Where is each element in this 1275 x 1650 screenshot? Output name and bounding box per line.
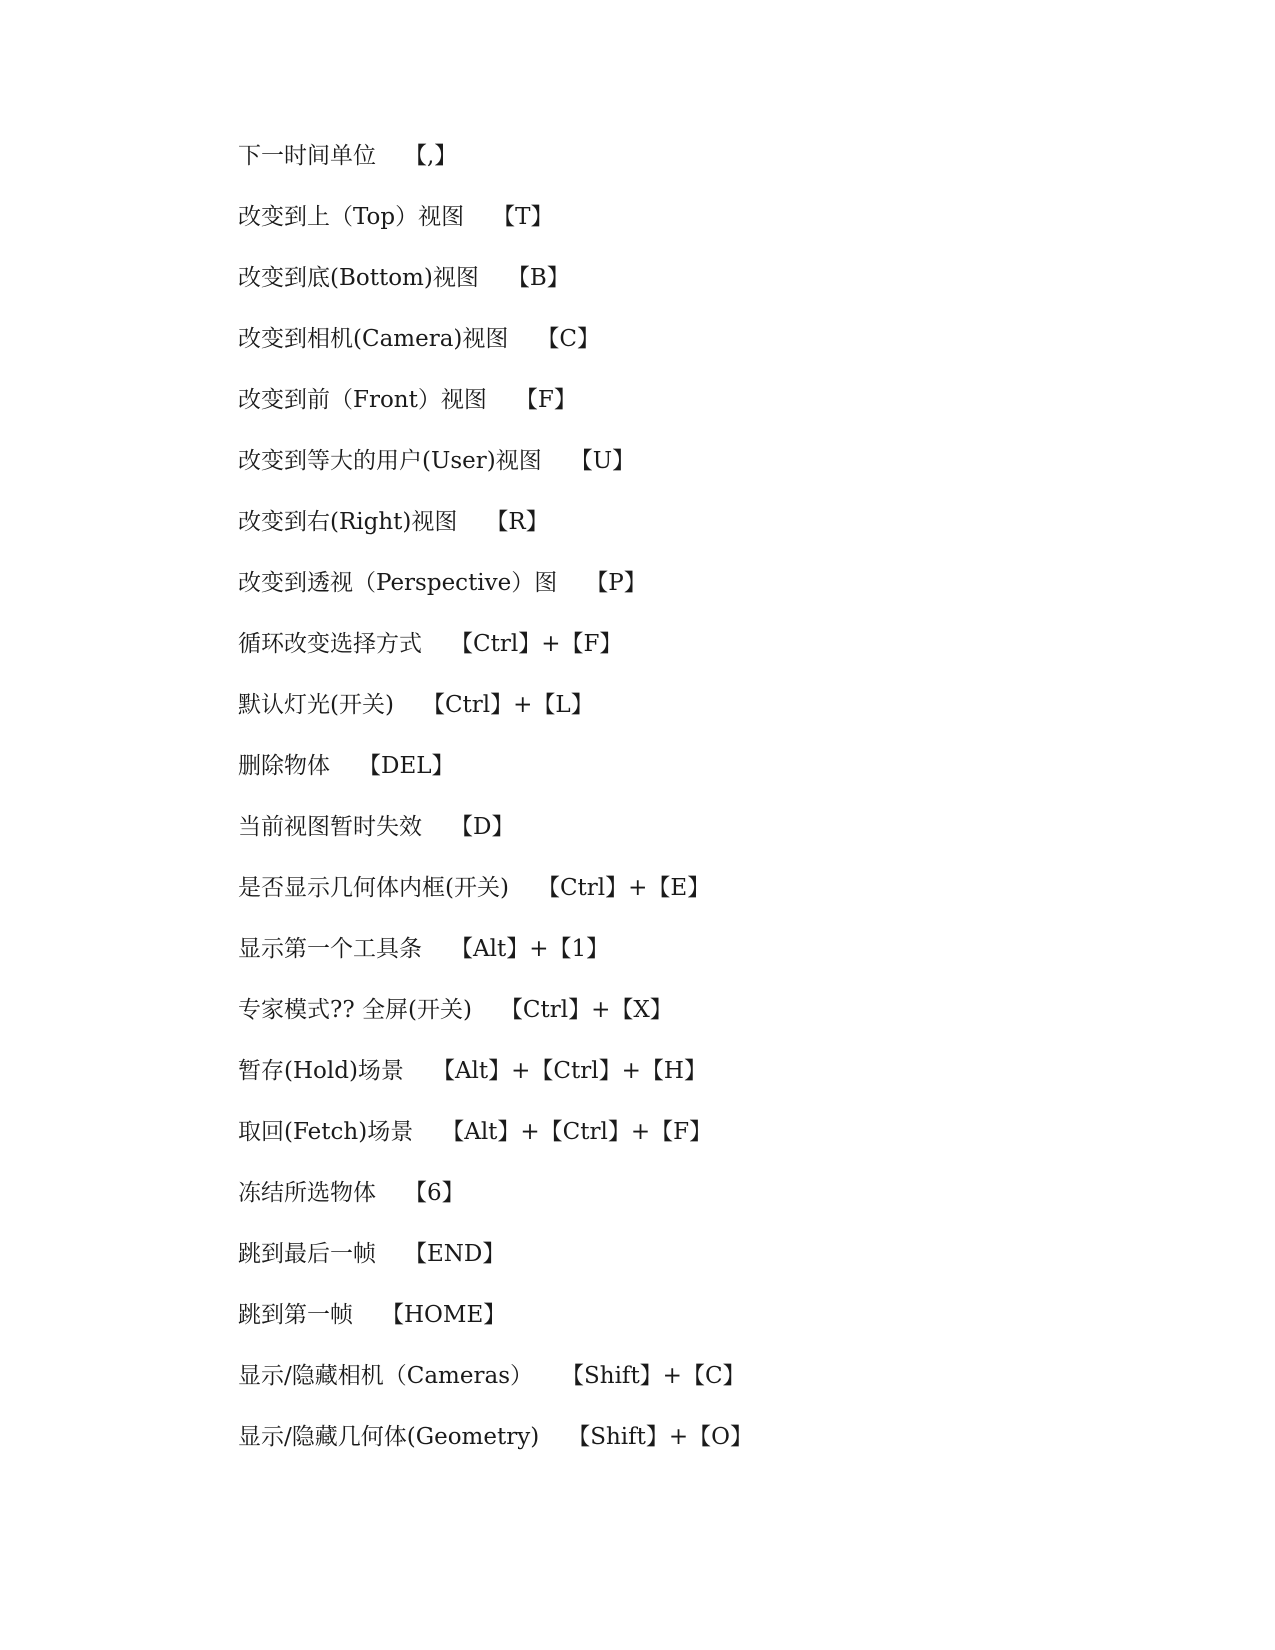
shortcut-line bbox=[238, 506, 1198, 567]
shortcut-keys: 【U】 bbox=[569, 448, 636, 474]
shortcut-keys: 【T】 bbox=[492, 204, 554, 230]
shortcut-line bbox=[238, 1299, 1198, 1360]
shortcut-line bbox=[238, 445, 1198, 506]
shortcut-description: 显示/隐藏相机（Cameras） bbox=[238, 1363, 533, 1389]
shortcut-description: 跳到最后一帧 bbox=[238, 1241, 376, 1267]
shortcut-description: 改变到等大的用户(User)视图 bbox=[238, 448, 542, 474]
shortcut-keys: 【D】 bbox=[450, 814, 515, 840]
shortcut-line bbox=[238, 1177, 1198, 1238]
shortcut-keys: 【Shift】+【C】 bbox=[561, 1363, 746, 1389]
shortcut-keys: 【HOME】 bbox=[381, 1302, 507, 1328]
shortcut-description: 改变到底(Bottom)视图 bbox=[238, 265, 479, 291]
shortcut-line bbox=[238, 1360, 1198, 1421]
shortcut-description: 默认灯光(开关) bbox=[238, 692, 394, 718]
shortcut-keys: 【Shift】+【O】 bbox=[567, 1424, 753, 1450]
shortcut-description: 改变到相机(Camera)视图 bbox=[238, 326, 509, 352]
shortcut-line bbox=[238, 1421, 1198, 1482]
shortcut-keys: 【END】 bbox=[404, 1241, 506, 1267]
shortcut-line bbox=[238, 872, 1198, 933]
shortcut-keys: 【C】 bbox=[536, 326, 600, 352]
shortcut-keys: 【P】 bbox=[585, 570, 647, 596]
shortcut-description: 删除物体 bbox=[238, 753, 330, 779]
shortcut-keys: 【,】 bbox=[404, 143, 458, 169]
shortcut-line bbox=[238, 201, 1198, 262]
shortcut-keys: 【6】 bbox=[404, 1180, 465, 1206]
shortcut-description: 改变到上（Top）视图 bbox=[238, 204, 465, 230]
shortcut-line bbox=[238, 1116, 1198, 1177]
shortcut-description: 当前视图暂时失效 bbox=[238, 814, 422, 840]
shortcut-description: 改变到右(Right)视图 bbox=[238, 509, 458, 535]
shortcut-description: 跳到第一帧 bbox=[238, 1302, 353, 1328]
shortcut-description: 显示第一个工具条 bbox=[238, 936, 422, 962]
shortcut-keys: 【Ctrl】+【F】 bbox=[450, 631, 623, 657]
shortcut-line bbox=[238, 323, 1198, 384]
shortcut-description: 下一时间单位 bbox=[238, 143, 376, 169]
shortcut-keys: 【Ctrl】+【L】 bbox=[421, 692, 594, 718]
shortcut-keys: 【Alt】+【Ctrl】+【H】 bbox=[431, 1058, 707, 1084]
shortcut-line bbox=[238, 750, 1198, 811]
shortcut-line bbox=[238, 933, 1198, 994]
shortcut-keys: 【B】 bbox=[506, 265, 570, 291]
shortcut-keys: 【Alt】+【Ctrl】+【F】 bbox=[441, 1119, 713, 1145]
shortcut-keys: 【DEL】 bbox=[358, 753, 455, 779]
shortcut-line bbox=[238, 1055, 1198, 1116]
shortcut-keys: 【Alt】+【1】 bbox=[450, 936, 610, 962]
shortcut-description: 循环改变选择方式 bbox=[238, 631, 422, 657]
shortcut-description: 改变到前（Front）视图 bbox=[238, 387, 487, 413]
shortcut-line bbox=[238, 140, 1198, 201]
shortcut-description: 显示/隐藏几何体(Geometry) bbox=[238, 1424, 540, 1450]
shortcut-description: 取回(Fetch)场景 bbox=[238, 1119, 414, 1145]
shortcut-line bbox=[238, 567, 1198, 628]
shortcut-line bbox=[238, 1238, 1198, 1299]
shortcut-description: 是否显示几何体内框(开关) bbox=[238, 875, 509, 901]
shortcut-keys: 【R】 bbox=[485, 509, 549, 535]
shortcut-line bbox=[238, 689, 1198, 750]
shortcut-line bbox=[238, 628, 1198, 689]
shortcut-list bbox=[238, 140, 1198, 1482]
shortcut-description: 冻结所选物体 bbox=[238, 1180, 376, 1206]
shortcut-description: 改变到透视（Perspective）图 bbox=[238, 570, 558, 596]
shortcut-line bbox=[238, 811, 1198, 872]
shortcut-line bbox=[238, 262, 1198, 323]
shortcut-description: 暂存(Hold)场景 bbox=[238, 1058, 404, 1084]
shortcut-line bbox=[238, 384, 1198, 445]
shortcut-keys: 【F】 bbox=[514, 387, 577, 413]
shortcut-line bbox=[238, 994, 1198, 1055]
shortcut-description: 专家模式?? 全屏(开关) bbox=[238, 997, 472, 1023]
shortcut-keys: 【Ctrl】+【X】 bbox=[499, 997, 673, 1023]
shortcut-keys: 【Ctrl】+【E】 bbox=[536, 875, 711, 901]
